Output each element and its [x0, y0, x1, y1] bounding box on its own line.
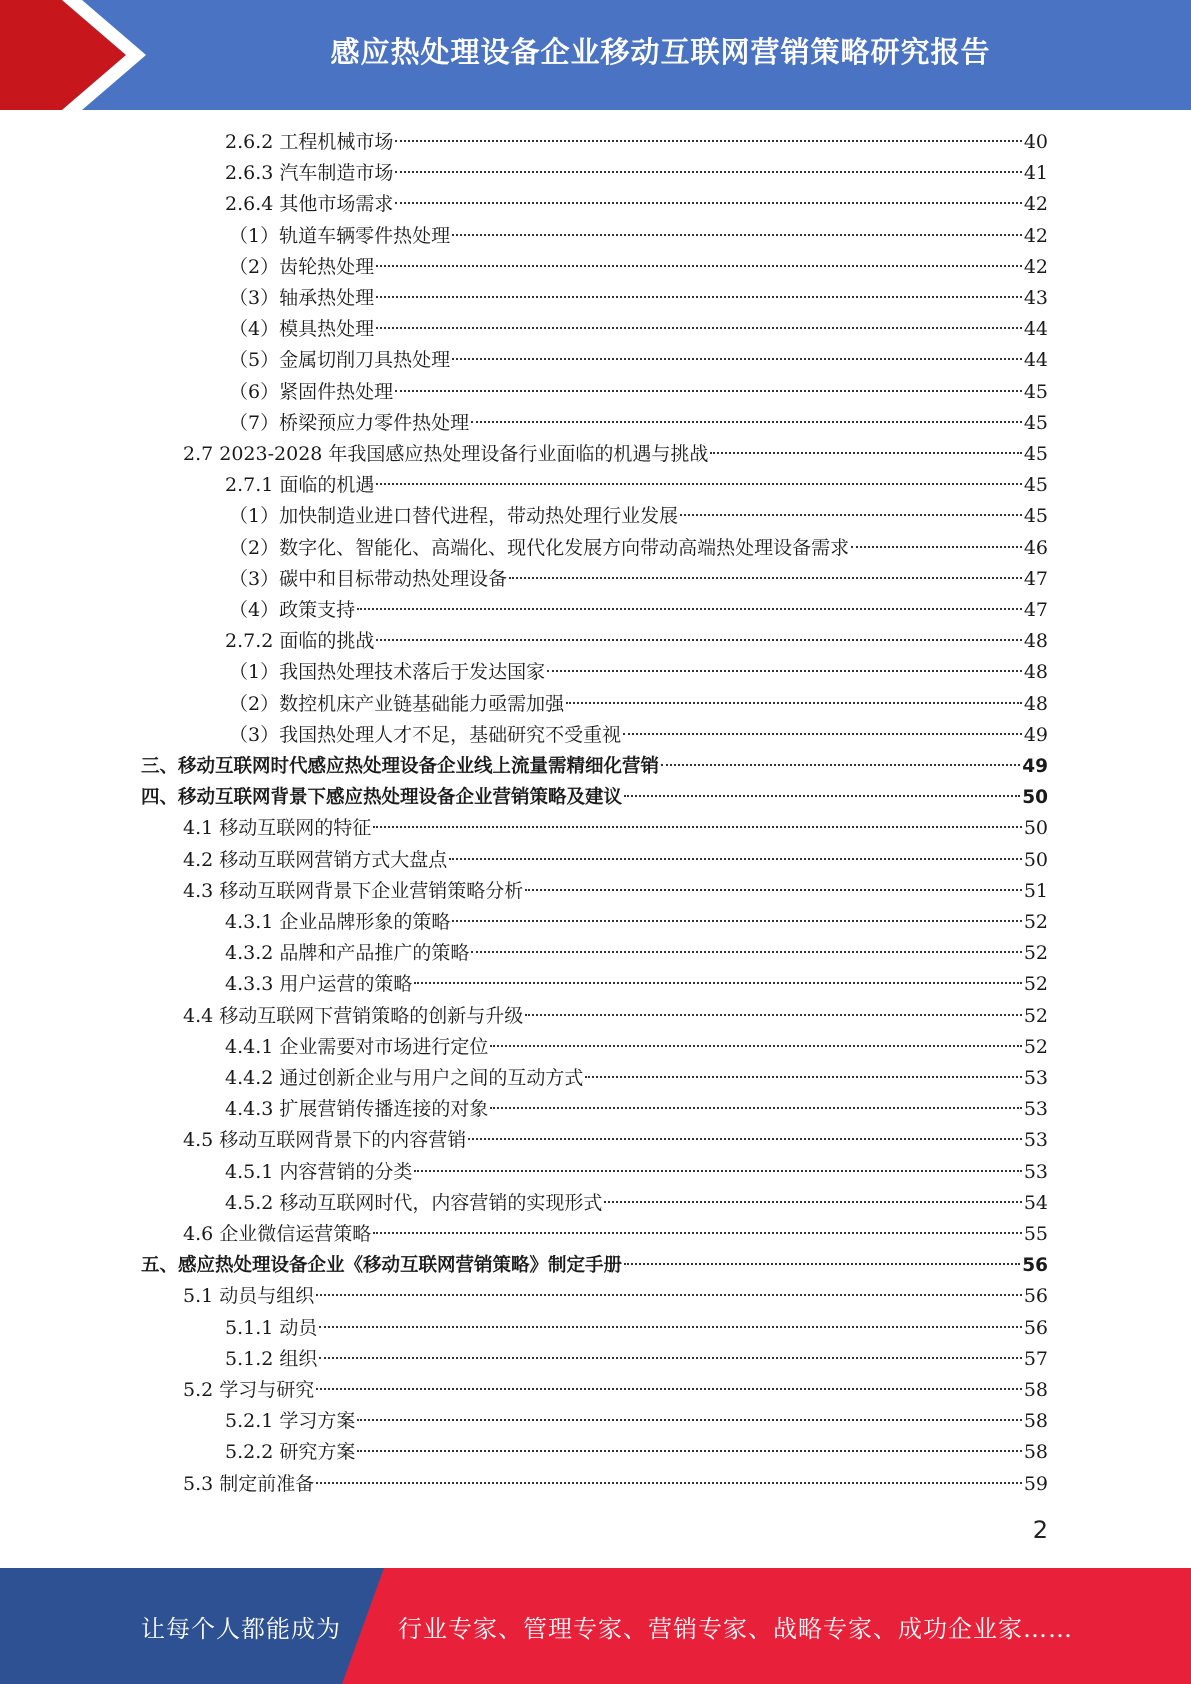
toc-entry[interactable]	[229, 657, 1048, 688]
toc-dot-leader	[566, 702, 1022, 704]
footer-slogan-left: 让每个人都能成为	[141, 1614, 341, 1643]
toc-dot-leader	[471, 951, 1021, 953]
toc-entry[interactable]	[229, 533, 1048, 564]
toc-entry-title: 5.2 学习与研究	[183, 1379, 315, 1401]
toc-entry[interactable]	[183, 439, 1048, 470]
toc-dot-leader	[509, 577, 1022, 579]
toc-entry-title: 2.7.1 面临的机遇	[225, 474, 375, 497]
toc-entry[interactable]	[183, 813, 1048, 844]
toc-entry-title: （3）我国热处理人才不足，基础研究不受重视	[229, 723, 622, 746]
toc-dot-leader	[680, 514, 1022, 516]
page-header	[0, 0, 1191, 110]
toc-entry[interactable]	[229, 252, 1048, 283]
toc-entry-page: 57	[1023, 1347, 1048, 1370]
toc-entry-page: 53	[1023, 1067, 1048, 1089]
toc-entry-page: 53	[1023, 1129, 1048, 1152]
toc-entry-page: 56	[1023, 1316, 1048, 1339]
toc-entry[interactable]	[225, 1094, 1048, 1125]
toc-entry-title: 5.2.2 研究方案	[225, 1441, 356, 1464]
toc-entry-page: 52	[1023, 942, 1048, 965]
toc-entry-page: 53	[1023, 1098, 1048, 1121]
toc-entry-title: 5.1.1 动员	[225, 1316, 318, 1339]
toc-entry-title: 4.5.1 内容营销的分类	[225, 1160, 413, 1183]
toc-dot-leader	[661, 764, 1020, 766]
toc-entry[interactable]	[225, 189, 1048, 220]
toc-entry-page: 49	[1023, 723, 1048, 746]
toc-entry-page: 42	[1023, 255, 1048, 278]
toc-dot-leader	[471, 421, 1022, 423]
toc-entry-page: 58	[1023, 1410, 1048, 1433]
toc-entry[interactable]	[183, 1469, 1048, 1500]
toc-entry-page: 50	[1023, 848, 1048, 871]
page-footer	[0, 1568, 1191, 1684]
toc-dot-leader	[449, 858, 1022, 860]
toc-entry-page: 44	[1023, 349, 1048, 372]
report-title: 感应热处理设备企业移动互联网营销策略研究报告	[330, 34, 991, 69]
toc-entry[interactable]	[225, 1344, 1048, 1375]
toc-entry-page: 50	[1022, 787, 1048, 809]
toc-entry[interactable]	[225, 1032, 1048, 1063]
toc-entry[interactable]	[183, 1375, 1048, 1406]
toc-dot-leader	[547, 670, 1022, 672]
toc-entry[interactable]	[225, 1157, 1048, 1188]
toc-entry-page: 48	[1023, 692, 1048, 715]
toc-entry-title: 4.3.2 品牌和产品推广的策略	[225, 942, 470, 965]
toc-entry[interactable]	[141, 782, 1048, 813]
toc-entry-title: 2.6.2 工程机械市场	[225, 131, 394, 153]
page-number: 2	[1032, 1516, 1048, 1544]
toc-entry-title: 4.1 移动互联网的特征	[183, 817, 372, 840]
toc-entry-title: 三、移动互联网时代感应热处理设备企业线上流量需精细化营销	[141, 756, 660, 777]
toc-entry-title: （3）碳中和目标带动热处理设备	[229, 567, 508, 590]
toc-entry-title: （1）轨道车辆零件热处理	[229, 224, 451, 247]
toc-entry-page: 52	[1023, 973, 1048, 996]
toc-entry-page: 52	[1023, 911, 1048, 933]
toc-entry-page: 54	[1023, 1191, 1048, 1214]
toc-dot-leader	[710, 452, 1021, 454]
toc-entry-page: 45	[1023, 443, 1048, 465]
toc-entry-title: 5.1.2 组织	[225, 1347, 318, 1370]
toc-entry-title: （2）数控机床产业链基础能力亟需加强	[229, 692, 565, 715]
toc-dot-leader	[414, 982, 1021, 984]
toc-entry-page: 58	[1023, 1441, 1048, 1464]
toc-entry[interactable]	[225, 127, 1048, 158]
toc-entry-title: （3）轴承热处理	[229, 287, 375, 309]
footer-slogan-right: 行业专家、管理专家、营销专家、战略专家、成功企业家……	[398, 1614, 1073, 1643]
toc-entry[interactable]	[225, 1437, 1048, 1468]
toc-entry-page: 45	[1023, 411, 1048, 434]
toc-entry-page: 47	[1023, 599, 1048, 621]
toc-entry[interactable]	[225, 1188, 1048, 1219]
toc-dot-leader	[604, 1201, 1021, 1203]
toc-entry-title: 4.4.2 通过创新企业与用户之间的互动方式	[225, 1067, 584, 1089]
toc-entry-page: 48	[1023, 630, 1048, 653]
toc-entry[interactable]	[183, 1281, 1048, 1312]
toc-entry-page: 59	[1023, 1472, 1048, 1495]
toc-entry-title: 5.1 动员与组织	[183, 1285, 315, 1308]
toc-dot-leader	[357, 608, 1022, 610]
toc-dot-leader	[452, 920, 1021, 922]
toc-dot-leader	[395, 140, 1021, 142]
toc-entry-title: （7）桥梁预应力零件热处理	[229, 411, 470, 434]
toc-entry-page: 48	[1023, 661, 1048, 684]
toc-entry-title: 4.4.3 扩展营销传播连接的对象	[225, 1098, 489, 1121]
toc-entry-title: 4.3.3 用户运营的策略	[225, 973, 413, 996]
toc-entry[interactable]	[225, 907, 1048, 938]
toc-entry[interactable]	[229, 345, 1048, 376]
toc-entry[interactable]	[141, 751, 1048, 782]
toc-dot-leader	[376, 265, 1022, 267]
toc-entry-page: 58	[1023, 1379, 1048, 1401]
toc-entry[interactable]	[183, 1001, 1048, 1032]
toc-dot-leader	[376, 296, 1022, 298]
toc-entry-title: 4.2 移动互联网营销方式大盘点	[183, 848, 448, 871]
toc-entry[interactable]	[229, 564, 1048, 595]
toc-entry-title: 2.7 2023-2028 年我国感应热处理设备行业面临的机遇与挑战	[183, 443, 709, 465]
toc-dot-leader	[357, 1419, 1021, 1421]
toc-entry-title: 4.6 企业微信运营策略	[183, 1223, 372, 1245]
toc-entry-title: （6）紧固件热处理	[229, 380, 394, 403]
toc-entry-page: 46	[1023, 536, 1048, 559]
toc-entry[interactable]	[225, 1313, 1048, 1344]
toc-dot-leader	[395, 202, 1021, 204]
toc-dot-leader	[373, 1232, 1022, 1234]
toc-entry-page: 45	[1023, 380, 1048, 403]
toc-entry[interactable]	[229, 221, 1048, 252]
toc-entry-page: 42	[1023, 224, 1048, 247]
toc-entry-title: 5.2.1 学习方案	[225, 1410, 356, 1433]
toc-entry-title: （1）加快制造业进口替代进程，带动热处理行业发展	[229, 505, 679, 528]
toc-dot-leader	[585, 1076, 1021, 1078]
toc-entry[interactable]	[229, 689, 1048, 720]
toc-entry-page: 56	[1022, 1255, 1048, 1277]
toc-dot-leader	[452, 234, 1022, 236]
toc-entry-page: 50	[1023, 817, 1048, 840]
toc-entry-title: 五、感应热处理设备企业《移动互联网营销策略》制定手册	[141, 1255, 623, 1277]
toc-entry-page: 51	[1023, 879, 1048, 902]
toc-entry[interactable]	[183, 876, 1048, 907]
toc-dot-leader	[452, 358, 1022, 360]
toc-entry[interactable]	[229, 314, 1048, 345]
toc-dot-leader	[525, 1014, 1022, 1016]
toc-dot-leader	[525, 889, 1022, 891]
toc-entry-title: 2.7.2 面临的挑战	[225, 630, 375, 653]
toc-entry-page: 49	[1022, 756, 1048, 777]
toc-entry[interactable]	[229, 501, 1048, 532]
toc-dot-leader	[414, 1170, 1021, 1172]
toc-entry-title: 4.3 移动互联网背景下企业营销策略分析	[183, 879, 524, 902]
toc-entry[interactable]	[183, 845, 1048, 876]
toc-entry-title: （4）模具热处理	[229, 318, 375, 341]
toc-entry-title: （2）数字化、智能化、高端化、现代化发展方向带动高端热处理设备需求	[229, 536, 850, 559]
toc-entry[interactable]	[229, 283, 1048, 314]
toc-entry-title: 4.3.1 企业品牌形象的策略	[225, 911, 451, 933]
toc-entry[interactable]	[225, 938, 1048, 969]
toc-entry-page: 53	[1023, 1160, 1048, 1183]
toc-dot-leader	[395, 390, 1022, 392]
toc-entry[interactable]	[183, 1219, 1048, 1250]
toc-entry[interactable]	[229, 595, 1048, 626]
toc-entry-title: （1）我国热处理技术落后于发达国家	[229, 661, 546, 684]
toc-dot-leader	[490, 1045, 1021, 1047]
toc-dot-leader	[319, 1357, 1021, 1359]
toc-entry-title: 4.4.1 企业需要对市场进行定位	[225, 1035, 489, 1058]
toc-dot-leader	[319, 1326, 1021, 1328]
toc-dot-leader	[316, 1482, 1022, 1484]
toc-entry[interactable]	[225, 969, 1048, 1000]
toc-entry[interactable]	[225, 626, 1048, 657]
toc-entry-title: 2.6.4 其他市场需求	[225, 193, 394, 216]
toc-dot-leader	[373, 826, 1022, 828]
toc-entry-title: 4.4 移动互联网下营销策略的创新与升级	[183, 1004, 524, 1027]
toc-entry-page: 52	[1023, 1004, 1048, 1027]
toc-entry-title: （5）金属切削刀具热处理	[229, 349, 451, 372]
toc-entry[interactable]	[141, 1250, 1048, 1281]
toc-dot-leader	[376, 483, 1021, 485]
toc-entry-page: 41	[1023, 162, 1048, 185]
toc-entry-page: 47	[1023, 567, 1048, 590]
toc-dot-leader	[357, 1450, 1021, 1452]
header-corner-arrow	[0, 0, 160, 110]
toc-entry[interactable]	[225, 470, 1048, 501]
toc-entry[interactable]	[225, 158, 1048, 189]
toc-entry-title: 四、移动互联网背景下感应热处理设备企业营销策略及建议	[141, 787, 623, 809]
toc-dot-leader	[490, 1107, 1021, 1109]
toc-entry-title: （2）齿轮热处理	[229, 255, 375, 278]
toc-entry-page: 40	[1023, 131, 1048, 153]
toc-entry-page: 55	[1023, 1223, 1048, 1245]
toc-entry-page: 45	[1023, 474, 1048, 497]
toc-dot-leader	[376, 639, 1021, 641]
toc-dot-leader	[624, 1263, 1020, 1265]
toc-dot-leader	[316, 1388, 1022, 1390]
toc-entry-page: 44	[1023, 318, 1048, 341]
toc-entry[interactable]	[225, 1406, 1048, 1437]
toc-dot-leader	[468, 1138, 1022, 1140]
toc-entry-title: （4）政策支持	[229, 599, 356, 621]
toc-dot-leader	[624, 795, 1020, 797]
toc-dot-leader	[395, 171, 1021, 173]
toc-dot-leader	[316, 1294, 1022, 1296]
toc-entry-page: 45	[1023, 505, 1048, 528]
toc-entry[interactable]	[225, 1063, 1048, 1094]
toc-entry-page: 56	[1023, 1285, 1048, 1308]
toc-entry[interactable]	[229, 720, 1048, 751]
toc-dot-leader	[376, 327, 1022, 329]
toc-entry-page: 43	[1023, 287, 1048, 309]
toc-dot-leader	[623, 733, 1022, 735]
toc-entry-title: 4.5 移动互联网背景下的内容营销	[183, 1129, 467, 1152]
toc-entry-title: 2.6.3 汽车制造市场	[225, 162, 394, 185]
toc-entry-title: 4.5.2 移动互联网时代，内容营销的实现形式	[225, 1191, 603, 1214]
toc-entry[interactable]	[229, 408, 1048, 439]
toc-entry-page: 42	[1023, 193, 1048, 216]
toc-entry[interactable]	[229, 377, 1048, 408]
toc-entry-title: 5.3 制定前准备	[183, 1472, 315, 1495]
toc-entry[interactable]	[183, 1125, 1048, 1156]
toc-entry-page: 52	[1023, 1035, 1048, 1058]
toc-dot-leader	[851, 546, 1022, 548]
